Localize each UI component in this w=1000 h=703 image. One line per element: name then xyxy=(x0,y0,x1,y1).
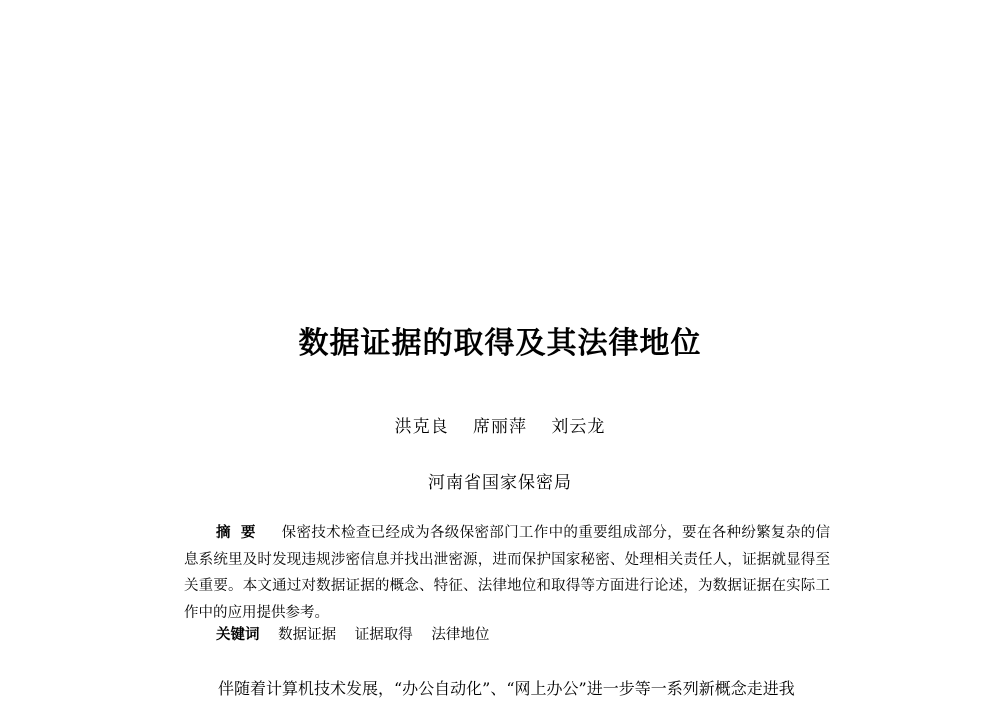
author-name: 席丽萍 xyxy=(473,417,527,437)
author-name: 刘云龙 xyxy=(551,417,606,437)
abstract-text: 保密技术检查已经成为各级保密部门工作中的重要组成部分，要在各种纷繁复杂的信息系统里及时发现违规涉密信息并找出泄密源，进而保护国家秘密、处理相关责任人，证据就显得至关重要。本文通过对数据证据的概念、特征、法律地位和取得等方面进行论述，为数据证据在实际工作中的应用提供参考。 xyxy=(184,525,831,621)
keywords-block xyxy=(216,624,503,646)
keyword-item: 法律地位 xyxy=(431,627,490,643)
abstract-block xyxy=(184,520,830,626)
keyword-item: 数据证据 xyxy=(278,627,337,643)
abstract-label: 摘要 xyxy=(216,524,266,541)
author-affiliation: 河南省国家保密局 xyxy=(428,473,572,493)
keyword-item: 证据取得 xyxy=(354,627,413,643)
author-name: 洪克良 xyxy=(394,417,449,437)
keywords-label: 关键词 xyxy=(216,626,260,643)
paper-title: 数据证据的取得及其法律地位 xyxy=(298,326,702,361)
body-paragraph: 伴随着计算机技术发展，“办公自动化”、“网上办公”进一步等一系列新概念走进我 xyxy=(218,679,795,698)
author-list xyxy=(0,412,1000,437)
